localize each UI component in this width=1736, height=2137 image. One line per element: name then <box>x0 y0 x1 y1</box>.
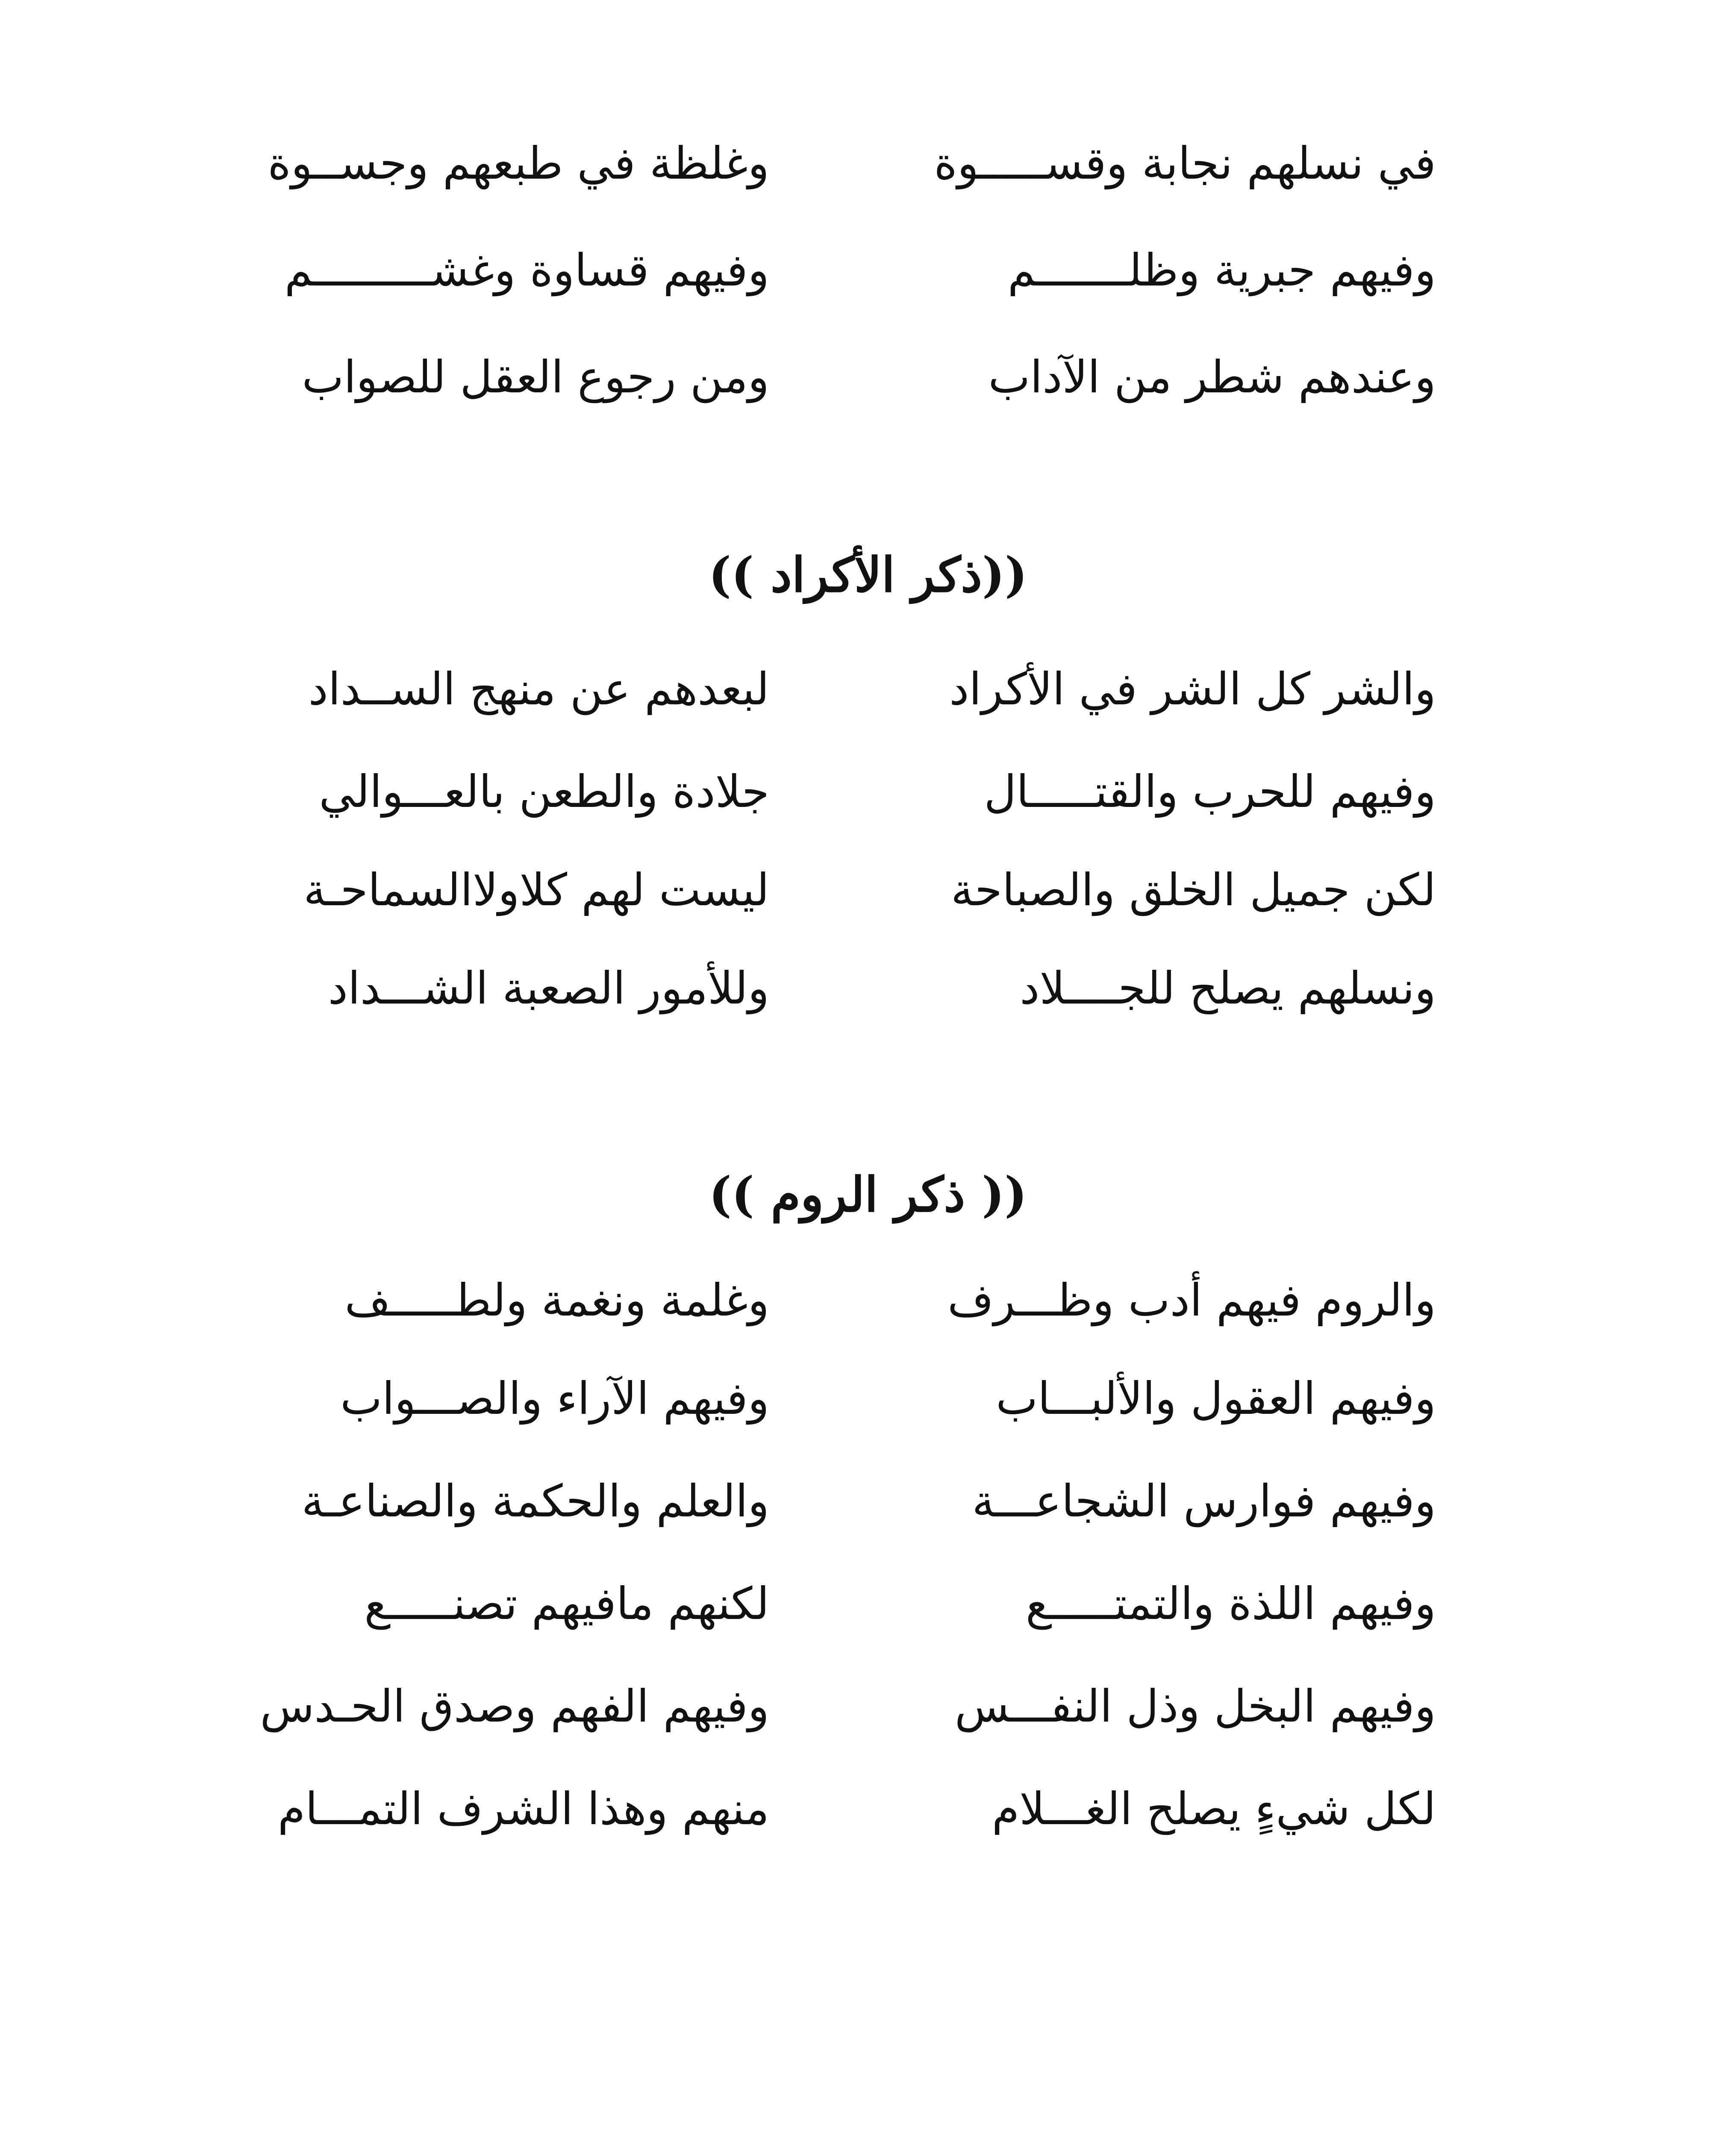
verse-first-hemistich: لكل شيءٍ يصلح الغـــلام <box>992 1783 1436 1835</box>
verse-first-hemistich: والروم فيهم أدب وظـــرف <box>947 1274 1436 1326</box>
verse-second-hemistich: ليست لهم كلاولاالسماحـة <box>303 864 769 916</box>
section-heading-kurds: ((ذكر الأكراد )) <box>708 547 1028 603</box>
verse-second-hemistich: منهم وهذا الشرف التمـــام <box>277 1783 769 1835</box>
verse-first-hemistich: وعندهم شطر من الآداب <box>988 351 1436 403</box>
verse-first-hemistich: في نسلهم نجابة وقســـــوة <box>934 137 1436 189</box>
verse-second-hemistich: وغلمة ونغمة ولطـــــف <box>344 1274 769 1326</box>
verse-first-hemistich: وفيهم اللذة والتمتـــــع <box>1025 1578 1436 1630</box>
verse-second-hemistich: وللأمور الصعبة الشـــداد <box>328 962 769 1014</box>
verse-second-hemistich: وفيهم الآراء والصـــواب <box>340 1372 769 1425</box>
verse-second-hemistich: جلادة والطعن بالعـــوالي <box>319 765 769 818</box>
verse-second-hemistich: لبعدهم عن منهج الســداد <box>308 663 769 715</box>
verse-first-hemistich: وفيهم فوارس الشجاعـــة <box>972 1475 1436 1527</box>
verse-first-hemistich: لكن جميل الخلق والصباحة <box>950 864 1436 916</box>
verse-second-hemistich: وغلظة في طبعهم وجســوة <box>268 137 769 189</box>
verse-second-hemistich: وفيهم الفهم وصدق الحـدس <box>260 1680 769 1732</box>
verse-second-hemistich: والعلم والحكمة والصناعـة <box>301 1475 769 1527</box>
verse-first-hemistich: وفيهم جبرية وظلـــــــم <box>1007 244 1436 296</box>
verse-second-hemistich: لكنهم مافيهم تصنـــــع <box>364 1578 769 1630</box>
verse-first-hemistich: ونسلهم يصلح للجــــلاد <box>1020 962 1436 1014</box>
verse-first-hemistich: والشر كل الشر في الأكراد <box>949 663 1436 715</box>
section-heading-rum: (( ذكر الروم )) <box>709 1167 1027 1223</box>
verse-second-hemistich: ومن رجوع العقل للصواب <box>302 351 769 403</box>
verse-first-hemistich: وفيهم العقول والألبـــاب <box>996 1372 1436 1425</box>
verse-first-hemistich: وفيهم البخل وذل النفـــس <box>954 1680 1436 1732</box>
verse-first-hemistich: وفيهم للحرب والقتـــــال <box>984 765 1436 818</box>
verse-second-hemistich: وفيهم قساوة وغشـــــــــم <box>284 244 769 296</box>
